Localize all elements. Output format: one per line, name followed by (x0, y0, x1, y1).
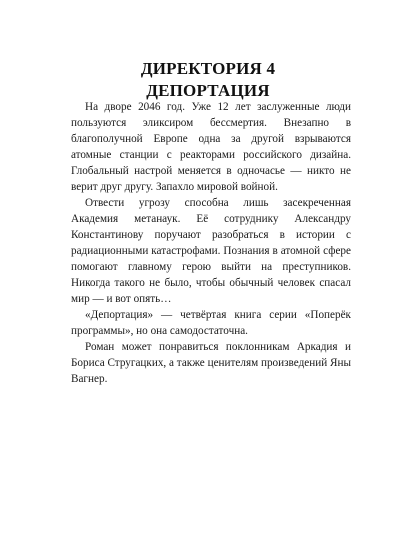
title-line-2: ДЕПОРТАЦИЯ (146, 81, 270, 100)
paragraph-3: «Депортация» — четвёртая книга серии «Поперёк программы», но она самодостаточна. (71, 309, 351, 337)
paragraph-2: Отвести угрозу способна лишь засекреченная Академия метанаук. Её сотруднику Александру Константинову поручают разобраться в истории с радиационными катастрофами. Познания в атомной сфере помогают главному герою выйти на преступников. Никогда такого не было, чтобы обычный человек спасал мир — и вот опять… (71, 197, 351, 305)
page-title (0, 58, 416, 102)
paragraph-4: Роман может понравиться поклонникам Аркадия и Бориса Стругацких, а также ценителям произведений Яны Вагнер. (71, 341, 351, 385)
annotation-text (71, 99, 351, 387)
title-line-1: ДИРЕКТОРИЯ 4 (140, 59, 276, 78)
paragraph-1: На дворе 2046 год. Уже 12 лет заслуженные люди пользуются эликсиром бессмертия. Внезапно в благополучной Европе одна за другой взрываются атомные станции с реакторами российского дизайна. Глобальный настрой меняется в одночасье — никто не верит друг другу. Запахло мировой войной. (71, 101, 351, 193)
